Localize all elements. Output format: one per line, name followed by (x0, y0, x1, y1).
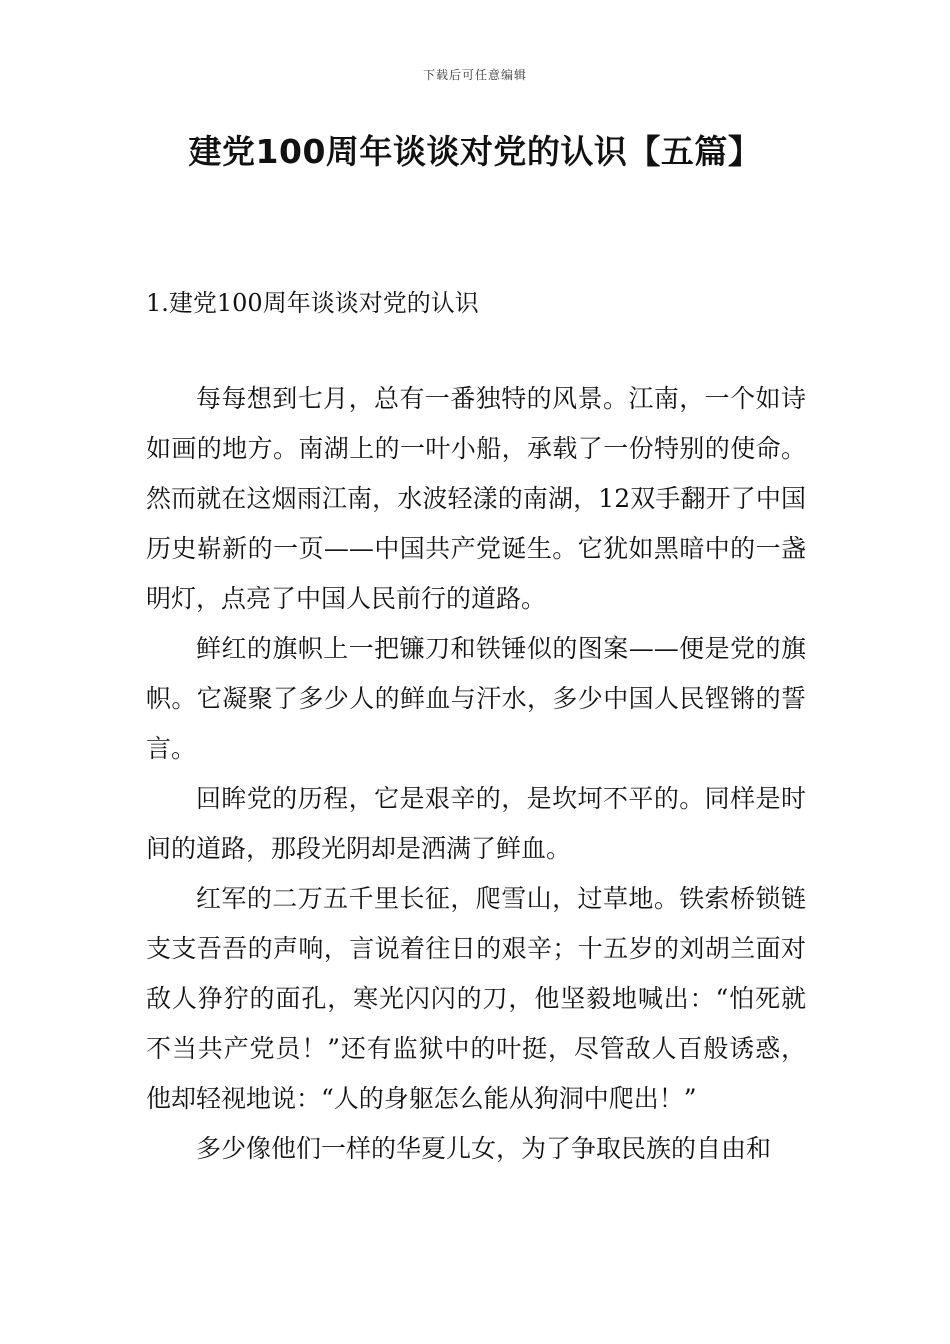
paragraph: 多少像他们一样的华夏儿女，为了争取民族的自由和 (196, 1134, 772, 1163)
paragraph: 回眸党的历程，它是艰辛的，是坎坷不平的。同样是时间的道路，那段光阴却是洒满了鲜血。 (146, 784, 806, 863)
paragraph: 鲜红的旗帜上一把镰刀和铁锤似的图案——便是党的旗帜。它凝聚了多少人的鲜血与汗水，多少中国人民铿锵的誓言。 (146, 634, 806, 763)
document-title: 建党100周年谈谈对党的认识【五篇】 (188, 132, 762, 171)
paragraph: 每每想到七月，总有一番独特的风景。江南，一个如诗如画的地方。南湖上的一叶小船，承载了一份特别的使命。然而就在这烟雨江南，水波轻漾的南湖，12双手翻开了中国历史崭新的一页——中国共产党诞生。它犹如黑暗中的一盏明灯，点亮了中国人民前行的道路。 (146, 384, 806, 613)
section-heading: 1.建党100周年谈谈对党的认识 (146, 289, 479, 317)
header-note: 下载后可任意编辑 (422, 68, 527, 82)
body-text (146, 374, 806, 1174)
paragraph: 红军的二万五千里长征，爬雪山，过草地。铁索桥锁链支支吾吾的声响，言说着往日的艰辛；十五岁的刘胡兰面对敌人狰狞的面孔，寒光闪闪的刀，他坚毅地喊出：“怕死就不当共产党员！”还有监狱中的叶挺，尽管敌人百般诱惑，他却轻视地说：“人的身躯怎么能从狗洞中爬出！” (146, 884, 806, 1113)
